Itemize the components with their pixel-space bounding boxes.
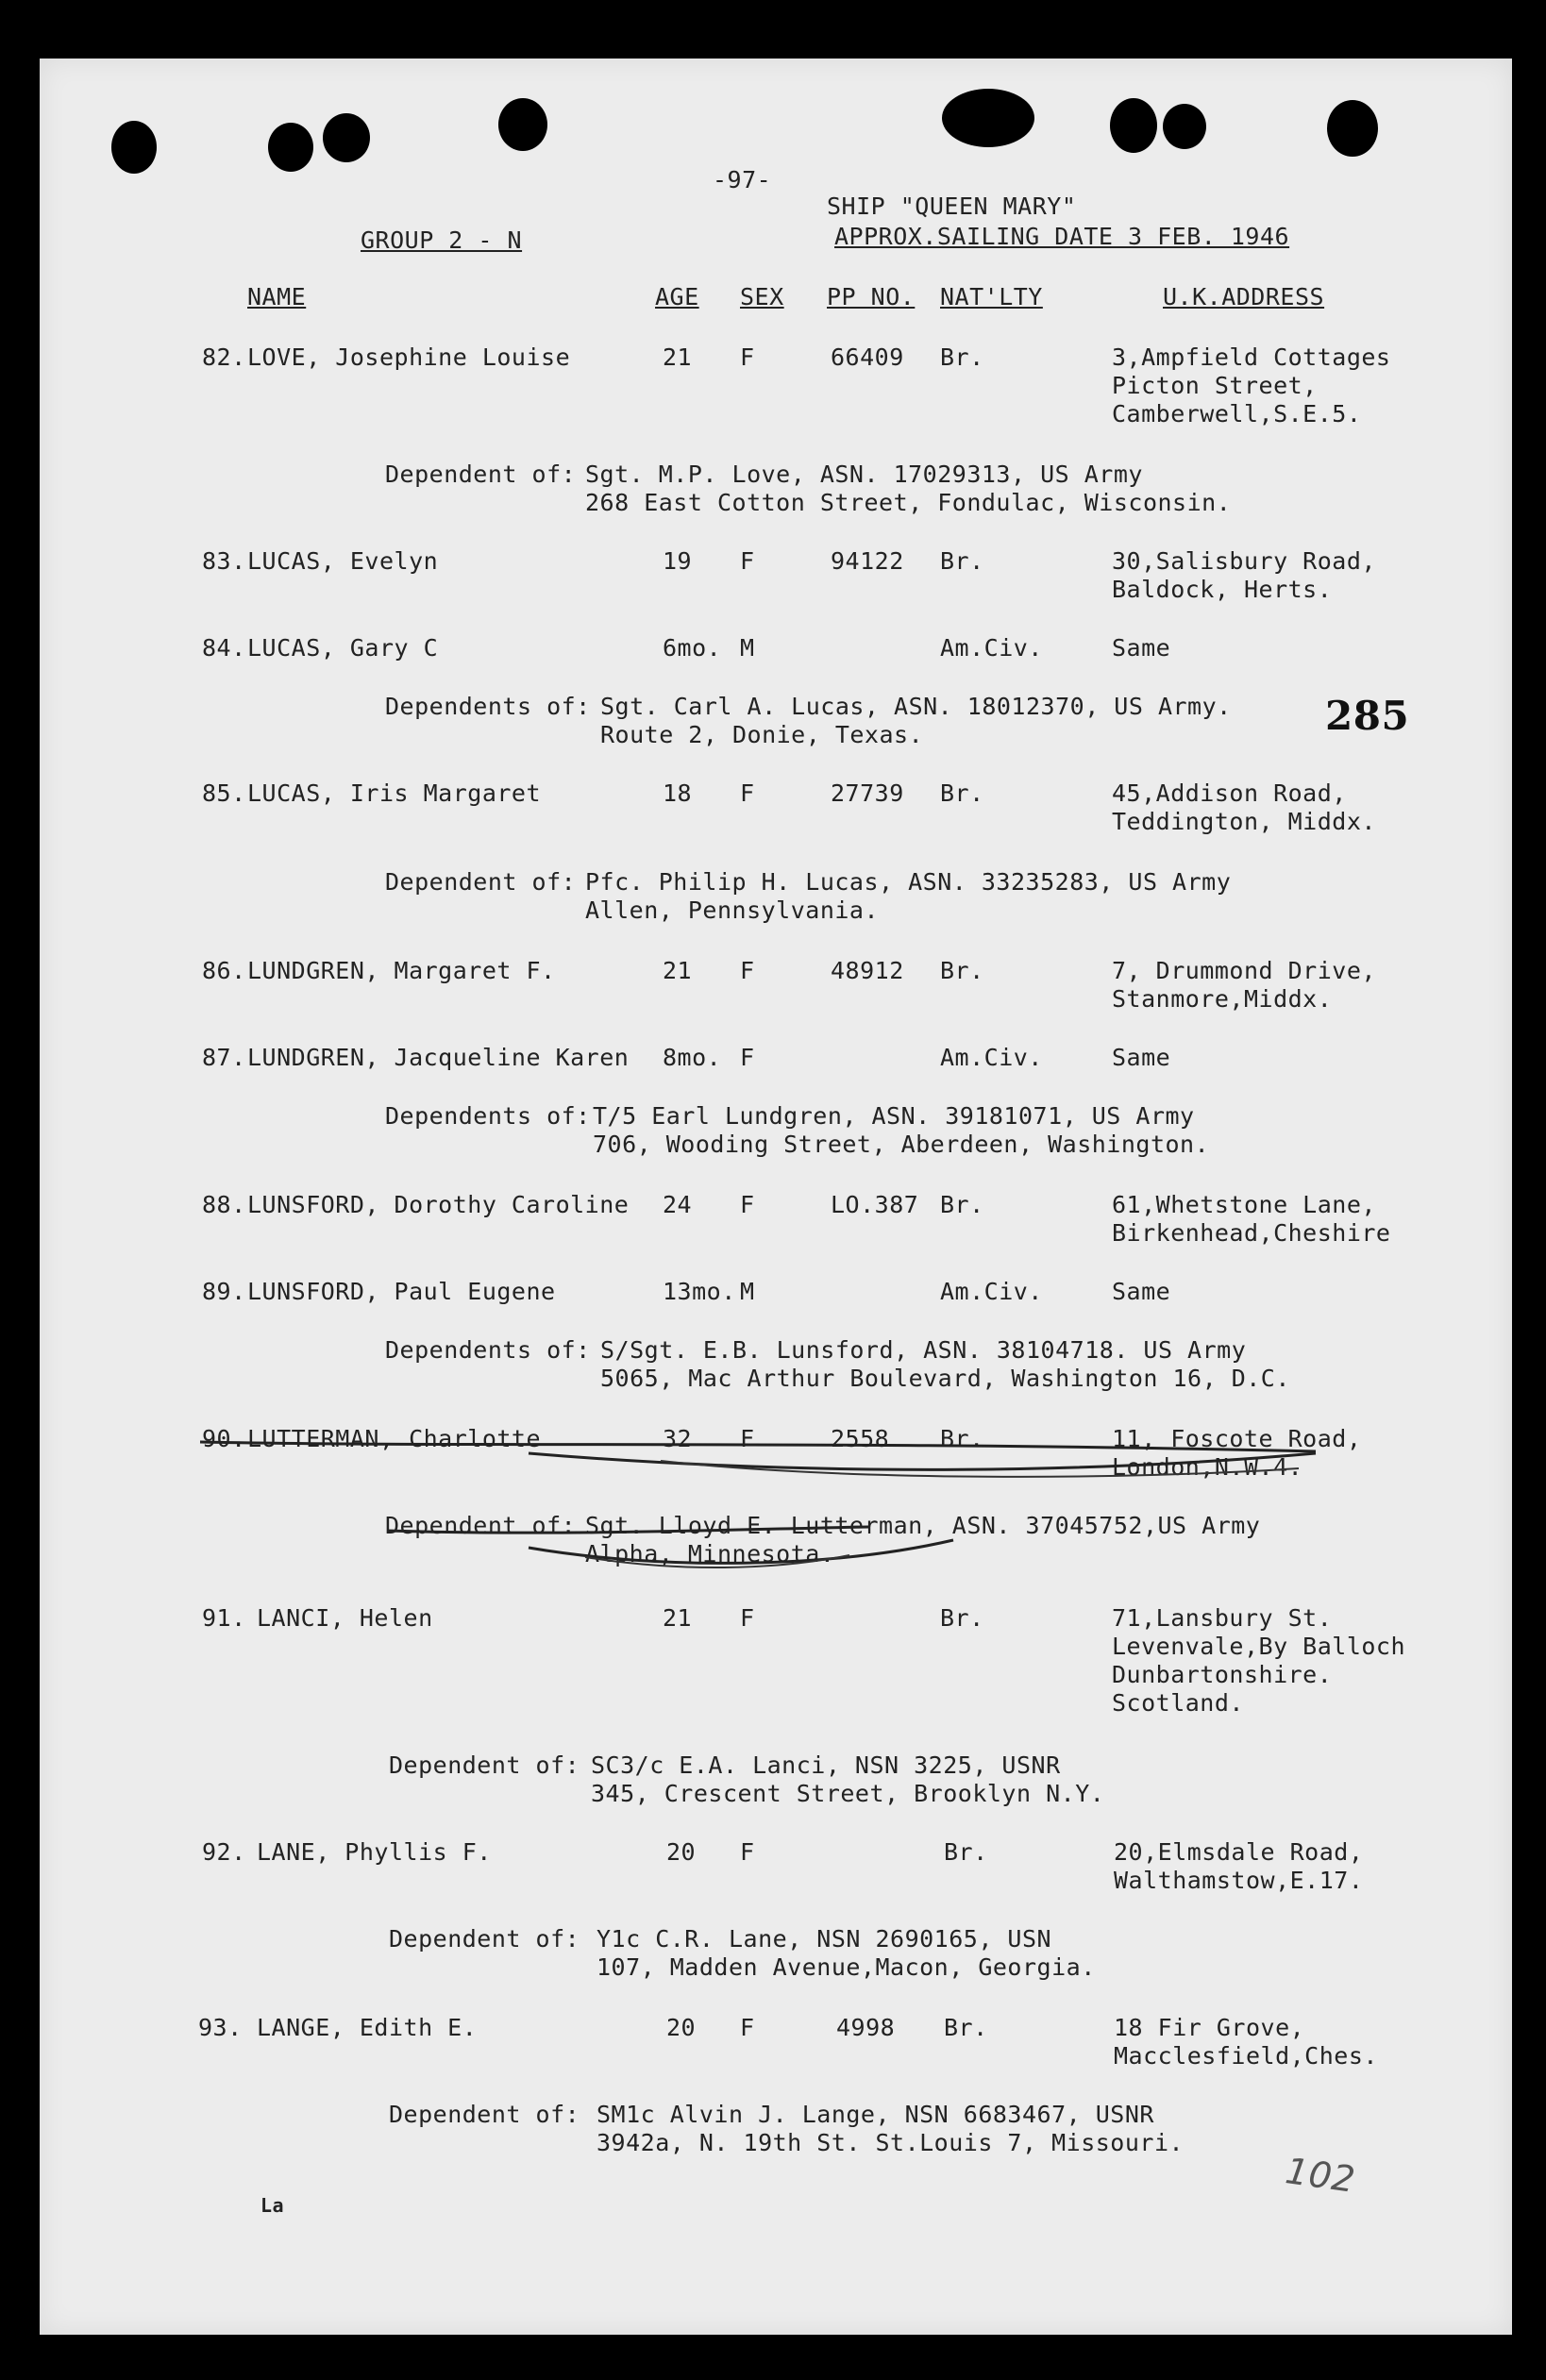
group-label: GROUP 2 - N (361, 226, 523, 254)
column-header-uk-address: U.K.ADDRESS (1163, 283, 1325, 310)
entry-address-line: 30,Salisbury Road, (1112, 547, 1376, 575)
entry-sex: F (740, 1044, 755, 1071)
dependent-label: Dependent of: (385, 1512, 577, 1539)
column-header-name: NAME (247, 283, 307, 310)
entry-sex: F (740, 2014, 755, 2041)
entry-number: 83. (202, 547, 246, 575)
entry-number: 87. (202, 1044, 246, 1071)
dependent-label: Dependent of: (389, 1925, 580, 1953)
entry-age: 24 (663, 1191, 693, 1218)
entry-number: 84. (202, 634, 246, 662)
punch-hole (942, 89, 1034, 147)
entry-name: LUTTERMAN, Charlotte (247, 1425, 542, 1452)
punch-hole (268, 123, 313, 172)
entry-pp-no: 27739 (831, 779, 904, 807)
dependent-line: 345, Crescent Street, Brooklyn N.Y. (591, 1780, 1105, 1807)
entry-pp-no: 4998 (836, 2014, 896, 2041)
column-header-pp-no: PP NO. (827, 283, 916, 310)
entry-sex: F (740, 1425, 755, 1452)
dependent-line: Alpha, Minnesota. (585, 1540, 835, 1567)
page-number: -97- (713, 166, 772, 193)
entry-nationality: Am.Civ. (940, 1044, 1043, 1071)
entry-sex: F (740, 779, 755, 807)
entry-nationality: Br. (940, 547, 984, 575)
entry-number: 88. (202, 1191, 246, 1218)
entry-name: LUNSFORD, Paul Eugene (247, 1278, 556, 1305)
typist-initials: La (260, 2194, 285, 2217)
entry-name: LUCAS, Evelyn (247, 547, 439, 575)
entry-pp-no: 48912 (831, 957, 904, 984)
entry-address-line: 7, Drummond Drive, (1112, 957, 1376, 984)
dependent-line: S/Sgt. E.B. Lunsford, ASN. 38104718. US Army (600, 1336, 1247, 1364)
entry-name: LUNDGREN, Margaret F. (247, 957, 556, 984)
entry-nationality: Br. (940, 1604, 984, 1632)
entry-address-line: Picton Street, (1112, 372, 1318, 399)
dependent-line: T/5 Earl Lundgren, ASN. 39181071, US Army (593, 1102, 1195, 1130)
entry-number: 82. (202, 344, 246, 371)
entry-number: 86. (202, 957, 246, 984)
punch-hole (498, 98, 547, 151)
entry-age: 21 (663, 957, 693, 984)
entry-nationality: Am.Civ. (940, 1278, 1043, 1305)
dependent-label: Dependent of: (389, 1751, 580, 1779)
entry-nationality: Am.Civ. (940, 634, 1043, 662)
entry-sex: M (740, 1278, 755, 1305)
punch-hole (1163, 104, 1206, 149)
entry-pp-no: 66409 (831, 344, 904, 371)
entry-name: LUCAS, Gary C (247, 634, 439, 662)
entry-address-line: 3,Ampfield Cottages (1112, 344, 1391, 371)
entry-sex: F (740, 1191, 755, 1218)
entry-address-line: Scotland. (1112, 1689, 1244, 1717)
entry-address-line: Dunbartonshire. (1112, 1661, 1333, 1688)
entry-address-line: Baldock, Herts. (1112, 576, 1333, 603)
entry-sex: F (740, 547, 755, 575)
punch-hole (323, 113, 370, 162)
entry-number: 90. (202, 1425, 246, 1452)
entry-sex: F (740, 344, 755, 371)
dependent-line: 706, Wooding Street, Aberdeen, Washington. (593, 1131, 1210, 1158)
dependent-line: Pfc. Philip H. Lucas, ASN. 33235283, US Army (585, 868, 1232, 896)
entry-number: 93. (198, 2014, 243, 2041)
dependent-label: Dependent of: (385, 461, 577, 488)
dependent-line: Sgt. Carl A. Lucas, ASN. 18012370, US Army. (600, 693, 1232, 720)
punch-hole (111, 121, 157, 174)
entry-number: 85. (202, 779, 246, 807)
entry-pp-no: LO.387 (831, 1191, 919, 1218)
entry-address-line: Walthamstow,E.17. (1114, 1867, 1364, 1894)
entry-name: LANCI, Helen (257, 1604, 433, 1632)
handwritten-page-number: 102 (1283, 2150, 1358, 2201)
entry-address-line: 18 Fir Grove, (1114, 2014, 1305, 2041)
entry-name: LANE, Phyllis F. (257, 1838, 492, 1866)
entry-address-line: 45,Addison Road, (1112, 779, 1347, 807)
column-header-sex: SEX (740, 283, 784, 310)
dependent-line: 107, Madden Avenue,Macon, Georgia. (597, 1953, 1096, 1981)
entry-address-line: Stanmore,Middx. (1112, 985, 1333, 1013)
entry-nationality: Br. (944, 1838, 988, 1866)
entry-nationality: Br. (940, 344, 984, 371)
margin-number: 285 (1325, 693, 1410, 739)
entry-address-line: 71,Lansbury St. (1112, 1604, 1333, 1632)
dependent-line: SM1c Alvin J. Lange, NSN 6683467, USNR (597, 2101, 1154, 2128)
ship-name: SHIP "QUEEN MARY" (827, 193, 1077, 220)
entry-number: 91. (202, 1604, 246, 1632)
entry-age: 20 (666, 2014, 697, 2041)
entry-number: 89. (202, 1278, 246, 1305)
entry-age: 21 (663, 1604, 693, 1632)
punch-hole (1110, 98, 1157, 153)
dependent-label: Dependents of: (385, 1336, 591, 1364)
entry-number: 92. (202, 1838, 246, 1866)
dependent-label: Dependents of: (385, 1102, 591, 1130)
dependent-line: 5065, Mac Arthur Boulevard, Washington 16, D.C. (600, 1365, 1290, 1392)
entry-sex: F (740, 1604, 755, 1632)
dependent-line: Y1c C.R. Lane, NSN 2690165, USN (597, 1925, 1052, 1953)
entry-address-line: Teddington, Middx. (1112, 808, 1376, 835)
dependent-line: Sgt. Lloyd E. Lutterman, ASN. 37045752,US Army (585, 1512, 1261, 1539)
punch-hole (1327, 100, 1378, 157)
entry-nationality: Br. (940, 779, 984, 807)
entry-nationality: Br. (944, 2014, 988, 2041)
entry-name: LUCAS, Iris Margaret (247, 779, 542, 807)
dependent-label: Dependent of: (389, 2101, 580, 2128)
column-header-age: AGE (655, 283, 699, 310)
entry-address-line: 61,Whetstone Lane, (1112, 1191, 1376, 1218)
sailing-date: APPROX.SAILING DATE 3 FEB. 1946 (834, 223, 1290, 250)
entry-age: 32 (663, 1425, 693, 1452)
entry-name: LANGE, Edith E. (257, 2014, 478, 2041)
entry-sex: M (740, 634, 755, 662)
dependent-line: Allen, Pennsylvania. (585, 897, 880, 924)
dependent-label: Dependents of: (385, 693, 591, 720)
entry-address-line: 20,Elmsdale Road, (1114, 1838, 1364, 1866)
entry-pp-no: 2558 (831, 1425, 890, 1452)
entry-age: 20 (666, 1838, 697, 1866)
entry-address-line: Levenvale,By Balloch (1112, 1633, 1406, 1660)
entry-age: 6mo. (663, 634, 722, 662)
entry-name: LUNSFORD, Dorothy Caroline (247, 1191, 630, 1218)
entry-address-line: Camberwell,S.E.5. (1112, 400, 1362, 427)
entry-nationality: Br. (940, 957, 984, 984)
entry-sex: F (740, 1838, 755, 1866)
entry-address-line: Same (1112, 1044, 1171, 1071)
entry-pp-no: 94122 (831, 547, 904, 575)
entry-nationality: Br. (940, 1425, 984, 1452)
entry-address-line: Same (1112, 634, 1171, 662)
entry-address-line: Same (1112, 1278, 1171, 1305)
entry-address-line: Macclesfield,Ches. (1114, 2042, 1378, 2070)
entry-address-line: Birkenhead,Cheshire (1112, 1219, 1391, 1247)
entry-nationality: Br. (940, 1191, 984, 1218)
entry-age: 21 (663, 344, 693, 371)
dependent-line: SC3/c E.A. Lanci, NSN 3225, USNR (591, 1751, 1061, 1779)
dependent-line: 3942a, N. 19th St. St.Louis 7, Missouri. (597, 2129, 1185, 2156)
dependent-label: Dependent of: (385, 868, 577, 896)
entry-age: 19 (663, 547, 693, 575)
column-header-nationality: NAT'LTY (940, 283, 1043, 310)
dependent-line: Route 2, Donie, Texas. (600, 721, 924, 748)
entry-address-line: London,N.W.4. (1112, 1453, 1303, 1481)
entry-age: 13mo. (663, 1278, 736, 1305)
entry-address-line: 11, Foscote Road, (1112, 1425, 1362, 1452)
dependent-line: 268 East Cotton Street, Fondulac, Wisconsin. (585, 489, 1232, 516)
entry-age: 18 (663, 779, 693, 807)
entry-name: LUNDGREN, Jacqueline Karen (247, 1044, 630, 1071)
entry-age: 8mo. (663, 1044, 722, 1071)
dependent-line: Sgt. M.P. Love, ASN. 17029313, US Army (585, 461, 1143, 488)
entry-name: LOVE, Josephine Louise (247, 344, 571, 371)
entry-sex: F (740, 957, 755, 984)
